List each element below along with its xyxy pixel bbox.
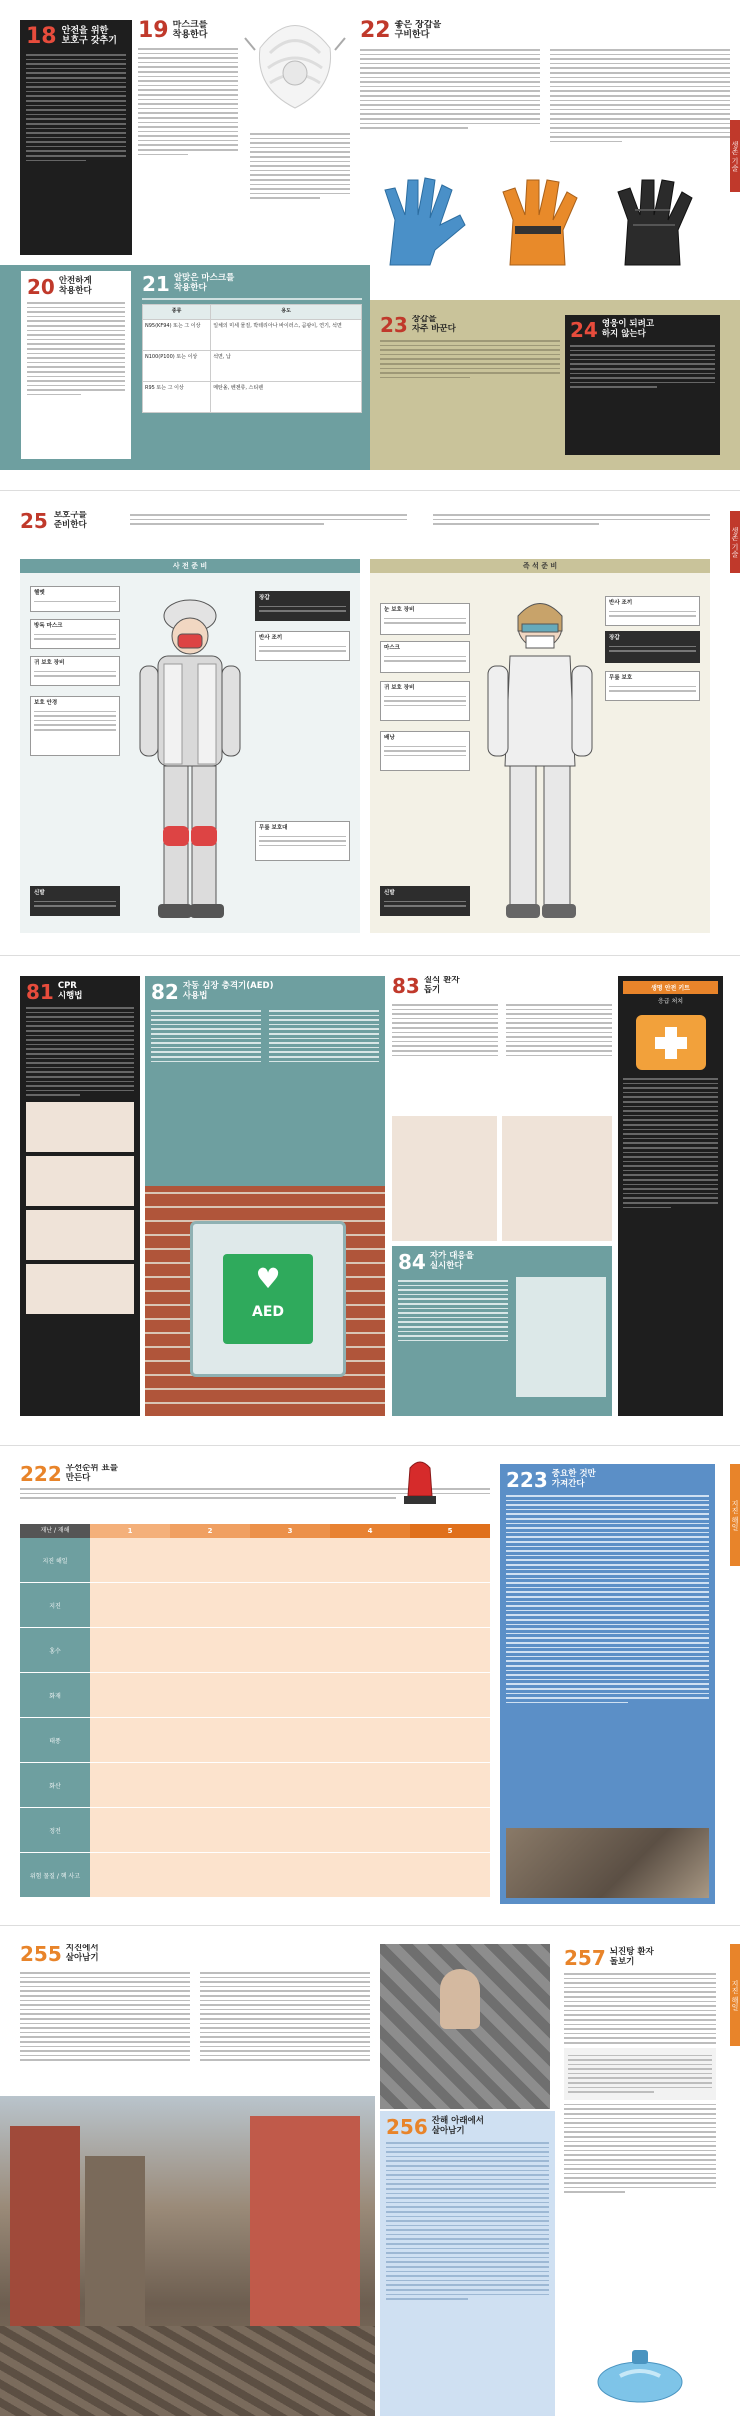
section-title: 살아남기 bbox=[65, 1952, 99, 1963]
section-title: 돕기 bbox=[423, 984, 441, 995]
section-223 bbox=[500, 1464, 715, 1904]
col-header-2: 2 bbox=[170, 1524, 250, 1538]
table-row: 화재 bbox=[20, 1673, 490, 1718]
section-title: 만든다 bbox=[65, 1472, 91, 1483]
section-title: 보호구를 bbox=[53, 511, 87, 520]
debris-photo bbox=[506, 1828, 709, 1898]
section-title: 장갑을 bbox=[411, 315, 437, 324]
kit-title: 생명 안전 키트 bbox=[623, 981, 718, 994]
label-improvised-gloves: 장갑 bbox=[605, 631, 700, 663]
chapter-tab: 생존 기술 bbox=[730, 511, 740, 573]
section-title: 착용한다 bbox=[58, 285, 92, 296]
label-eye-protection: 눈 보호 장비 bbox=[380, 603, 470, 635]
section-24 bbox=[565, 315, 720, 455]
section-title: 자동 심장 충격기(AED) bbox=[182, 981, 274, 991]
section-number: 19 bbox=[138, 20, 169, 43]
section-number: 222 bbox=[20, 1464, 62, 1486]
section-256 bbox=[380, 2111, 555, 2416]
table-header: 종류 bbox=[143, 304, 211, 319]
section-title: 구비한다 bbox=[394, 30, 430, 41]
section-title: 안전하게 bbox=[58, 276, 92, 286]
section-number: 255 bbox=[20, 1944, 62, 1966]
section-number: 256 bbox=[386, 2115, 428, 2139]
label-ear-protection: 귀 보호 장비 bbox=[30, 656, 120, 686]
choking-illustration-1 bbox=[392, 1116, 497, 1241]
section-title: 영웅이 되려고 bbox=[601, 319, 655, 329]
cpr-step-illustration bbox=[26, 1210, 134, 1260]
section-number: 23 bbox=[380, 315, 408, 337]
blue-glove-icon bbox=[370, 170, 480, 270]
section-title: 우선순위 표를 bbox=[65, 1464, 118, 1473]
chapter-tab: 지진 해일 bbox=[730, 1944, 740, 2046]
chapter-tab: 지진 해일 bbox=[730, 1464, 740, 1566]
label-improvised-mask: 마스크 bbox=[380, 641, 470, 673]
column-title: 사 전 준 비 bbox=[172, 562, 208, 570]
table-header: 재난 / 재해 bbox=[20, 1524, 90, 1538]
section-21 bbox=[138, 270, 366, 460]
section-257 bbox=[560, 1944, 720, 2414]
section-title: 사용법 bbox=[182, 990, 208, 1001]
section-81 bbox=[20, 976, 140, 1416]
collapsed-street-photo bbox=[0, 2096, 375, 2416]
column-header-before bbox=[20, 559, 360, 573]
section-number: 223 bbox=[506, 1468, 548, 1492]
spread-earthquake bbox=[0, 1925, 740, 2430]
siren-icon bbox=[400, 1456, 440, 1504]
worker-illustration bbox=[130, 586, 250, 926]
section-title: 착용한다 bbox=[173, 282, 207, 293]
table-row: 화산 bbox=[20, 1763, 490, 1808]
orange-glove-icon bbox=[485, 170, 595, 270]
cpr-step-illustration bbox=[26, 1102, 134, 1152]
section-title: 돌보기 bbox=[609, 1956, 635, 1967]
section-18 bbox=[20, 20, 132, 255]
mask-table bbox=[142, 304, 362, 413]
section-number: 257 bbox=[564, 1946, 606, 1970]
section-number: 84 bbox=[398, 1250, 426, 1274]
self-heimlich-illustration bbox=[516, 1277, 606, 1397]
label-vest: 반사 조끼 bbox=[255, 631, 350, 661]
section-number: 21 bbox=[142, 272, 170, 296]
section-title: 안전을 위한 bbox=[61, 26, 109, 36]
first-aid-kit-icon bbox=[636, 1015, 706, 1070]
section-title: 살아남기 bbox=[431, 2125, 465, 2136]
col-header-1: 1 bbox=[90, 1524, 170, 1538]
section-84 bbox=[392, 1246, 612, 1416]
kit-subtitle: 응급 처치 bbox=[657, 998, 684, 1005]
section-number: 18 bbox=[26, 24, 57, 49]
checklist-box bbox=[564, 2048, 716, 2100]
section-title: 좋은 장갑을 bbox=[394, 20, 442, 30]
choking-illustration-2 bbox=[502, 1116, 612, 1241]
table-row: 위험 물질 / 핵 사고 bbox=[20, 1853, 490, 1898]
section-number: 82 bbox=[151, 980, 179, 1004]
mask-image bbox=[240, 8, 350, 128]
table-row: 정전 bbox=[20, 1808, 490, 1853]
aed-label: AED bbox=[251, 1304, 285, 1320]
section-title: 질식 환자 bbox=[423, 976, 460, 985]
label-shoes: 신발 bbox=[30, 886, 120, 916]
aed-device bbox=[223, 1254, 313, 1344]
section-number: 24 bbox=[570, 318, 598, 342]
label-improvised-vest: 반사 조끼 bbox=[605, 596, 700, 626]
table-row: R95 또는 그 이상 메탄올, 벤젠류, 스티렌 bbox=[143, 381, 362, 412]
label-goggles: 보호 안경 bbox=[30, 696, 120, 756]
label-helmet: 헬멧 bbox=[30, 586, 120, 612]
section-number: 20 bbox=[27, 275, 55, 299]
section-title: 가져간다 bbox=[551, 1478, 585, 1489]
rubble-hand-photo bbox=[380, 1944, 550, 2109]
section-title: 실시한다 bbox=[429, 1260, 463, 1271]
section-number: 81 bbox=[26, 980, 54, 1004]
label-improvised-ear: 귀 보호 장비 bbox=[380, 681, 470, 721]
section-number: 22 bbox=[360, 20, 391, 43]
section-number: 25 bbox=[20, 511, 48, 533]
section-22 bbox=[360, 20, 730, 160]
section-title: 자주 바꾼다 bbox=[411, 323, 456, 334]
improvised-gear-illustration bbox=[480, 586, 600, 926]
section-title: 뇌진탕 환자 bbox=[609, 1947, 654, 1957]
aed-heart-icon: ♥ bbox=[255, 1262, 281, 1295]
col-header-5: 5 bbox=[410, 1524, 490, 1538]
section-82 bbox=[145, 976, 385, 1416]
table-body bbox=[20, 1538, 490, 1898]
label-gloves: 장갑 bbox=[255, 591, 350, 621]
section-25-header bbox=[20, 511, 710, 551]
spread-first-aid bbox=[0, 955, 740, 1430]
aed-cabinet bbox=[190, 1221, 346, 1377]
section-title: 잔해 아래에서 bbox=[431, 2116, 484, 2126]
section-title: 지진에서 bbox=[65, 1944, 99, 1953]
section-number: 83 bbox=[392, 976, 420, 998]
section-19 bbox=[138, 20, 238, 260]
section-23 bbox=[380, 315, 560, 455]
section-title: 하지 않는다 bbox=[601, 328, 646, 339]
gloves-image bbox=[370, 170, 730, 270]
priority-table bbox=[20, 1524, 490, 1904]
table-header: 용도 bbox=[211, 304, 362, 319]
table-row: 지진 bbox=[20, 1583, 490, 1628]
column-header-onsite bbox=[370, 559, 710, 573]
section-title: 자가 대응을 bbox=[429, 1251, 474, 1261]
section-title: 중요한 것만 bbox=[551, 1469, 596, 1479]
label-improvised-shoes: 신발 bbox=[380, 886, 470, 916]
section-title: 착용한다 bbox=[172, 30, 208, 41]
table-row: 태풍 bbox=[20, 1718, 490, 1763]
first-aid-kit-panel bbox=[618, 976, 723, 1416]
section-title: 준비한다 bbox=[53, 519, 87, 530]
aed-wall-photo bbox=[145, 1186, 385, 1416]
section-title: 마스크를 bbox=[172, 20, 208, 30]
spread-priorities bbox=[0, 1445, 740, 1915]
table-row: N95(KF94) 또는 그 이상 일체의 미세 물질, 박테리아나 바이러스, 곰팡이, 연기, 석면 bbox=[143, 319, 362, 350]
cpr-step-illustration bbox=[26, 1264, 134, 1314]
black-glove-icon bbox=[600, 170, 710, 270]
label-knee-pads: 무릎 보호대 bbox=[255, 821, 350, 861]
table-row: 지진 해일 bbox=[20, 1538, 490, 1583]
col-header-3: 3 bbox=[250, 1524, 330, 1538]
chapter-tab: 생존 기술 bbox=[730, 120, 740, 192]
label-gas-mask: 방독 마스크 bbox=[30, 619, 120, 649]
table-row: 홍수 bbox=[20, 1628, 490, 1673]
spread-prepare-gear bbox=[0, 490, 740, 945]
table-row: N100(P100) 또는 이상 석면, 납 bbox=[143, 350, 362, 381]
text-column bbox=[250, 130, 350, 250]
col-header-4: 4 bbox=[330, 1524, 410, 1538]
section-title: 시행법 bbox=[57, 990, 83, 1001]
label-backpack: 배낭 bbox=[380, 731, 470, 771]
label-improvised-knee: 무릎 보호 bbox=[605, 671, 700, 701]
section-title: 보호구 갖추기 bbox=[61, 36, 117, 47]
column-title: 즉 석 준 비 bbox=[522, 562, 558, 570]
ice-pack-icon bbox=[590, 2344, 690, 2404]
spread-protective-gear bbox=[0, 0, 740, 470]
section-20 bbox=[20, 270, 132, 460]
section-title: 알맞은 마스크를 bbox=[173, 273, 235, 283]
cpr-step-illustration bbox=[26, 1156, 134, 1206]
section-title: CPR bbox=[57, 981, 77, 991]
